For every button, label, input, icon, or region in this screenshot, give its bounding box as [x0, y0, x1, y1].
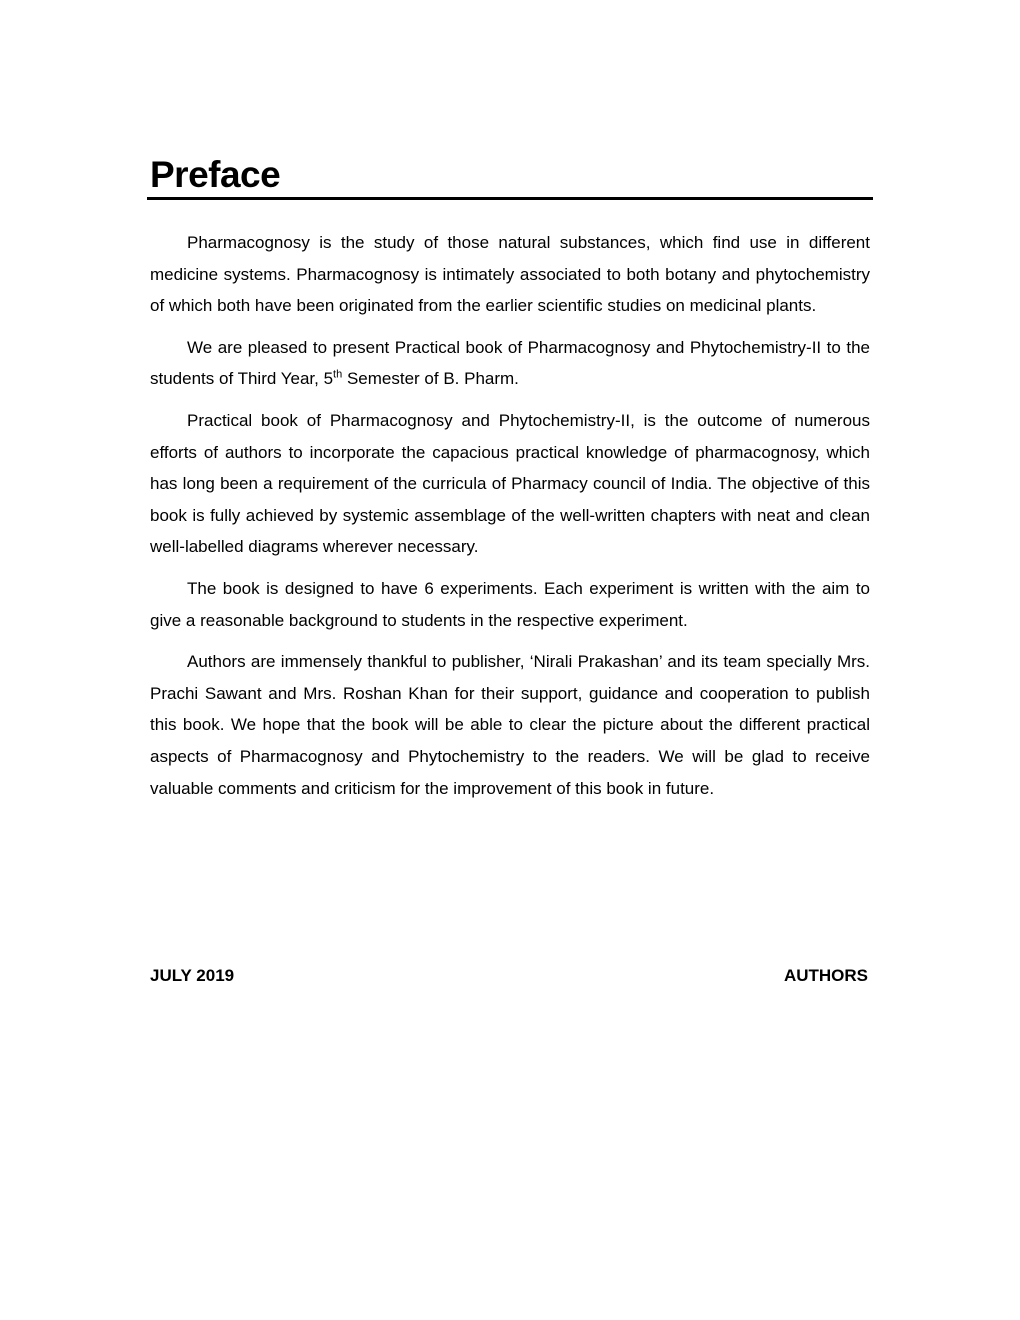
paragraph-3: Practical book of Pharmacognosy and Phytochemistry-II, is the outcome of numerous efforts of authors to incorporate the capacious practical knowledge of pharmacognosy, which has long been a requirement of the curricula of Pharmacy council of India. The objective of this book is fully achieved by systemic assemblage of the well-written chapters with neat and clean well-labelled diagrams wherever necessary.: [150, 410, 870, 557]
paragraph-1: Pharmacognosy is the study of those natural substances, which find use in different medicine systems. Pharmacognosy is intimately associated to both botany and phytochemistry of which both have been originated from the earlier scientific studies on medicinal plants.: [150, 233, 870, 316]
footer-signature: AUTHORS: [783, 966, 868, 985]
title-underline: [147, 197, 873, 200]
paragraph-2-text: We are pleased to present Practical book of Pharmacognosy and Phytochemistry-II to the students of Third Year, 5: [150, 337, 870, 389]
footer-date: JULY 2019: [150, 966, 235, 985]
paragraph-2-text-end: Semester of B. Pharm.: [342, 369, 519, 389]
paragraph-5: Authors are immensely thankful to publisher, ‘Nirali Prakashan’ and its team specially Mrs. Prachi Sawant and Mrs. Roshan Khan for their support, guidance and cooperation to publish this book. We hope that the book will be able to clear the picture about the different practical aspects of Pharmacognosy and Phytochemistry to the readers. We will be glad to receive valuable comments and criticism for the improvement of this book in future.: [150, 652, 870, 798]
paragraph-4: The book is designed to have 6 experiments. Each experiment is written with the aim to give a reasonable background to students in the respective experiment.: [150, 578, 870, 630]
page-title: Preface: [150, 154, 281, 195]
ordinal-suffix: th: [333, 368, 343, 381]
preface-body: [150, 227, 870, 814]
paragraph-2: [150, 332, 870, 395]
preface-footer: [150, 964, 868, 988]
